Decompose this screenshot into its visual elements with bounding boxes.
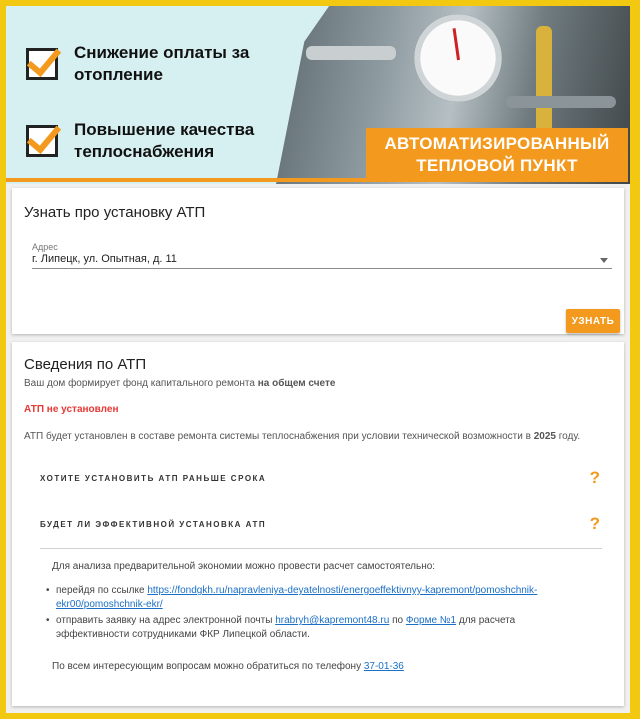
accent-line <box>6 178 386 182</box>
fund-bold: на общем счете <box>257 378 336 389</box>
bullet-text: перейдя по ссылке <box>56 585 145 596</box>
bullet-text: эффективности сотрудниками ФКР Липецкой области. <box>56 629 310 640</box>
calculator-link-continued[interactable]: ekr00/pomoshchnik-ekr/ <box>56 599 163 610</box>
plan-info <box>24 431 580 442</box>
address-underline <box>32 268 612 269</box>
fund-text: Ваш дом формирует фонд капитального ремонта <box>24 378 255 389</box>
lookup-title: Узнать про установку АТП <box>24 204 206 221</box>
plan-suffix: году. <box>558 431 581 442</box>
question-icon[interactable]: ? <box>589 468 600 487</box>
checkbox-icon <box>26 48 58 80</box>
bullet-text: отправить заявку на адрес электронной почты <box>56 615 273 626</box>
atp-badge <box>366 128 628 182</box>
find-out-button[interactable]: УЗНАТЬ <box>566 309 620 333</box>
bullet-text: по <box>392 615 404 626</box>
list-item <box>56 614 576 642</box>
email-link[interactable]: hrabryh@kapremont48.ru <box>275 615 390 626</box>
benefit-text: отопление <box>74 65 163 84</box>
bullet-text: для расчета <box>458 615 516 626</box>
chevron-down-icon[interactable] <box>600 258 608 263</box>
form-link[interactable]: Форме №1 <box>405 615 457 626</box>
page-frame <box>6 6 630 713</box>
benefit-text: теплоснабжения <box>74 142 215 161</box>
fund-info <box>24 378 335 389</box>
plan-year: 2025 <box>533 431 556 442</box>
plan-text: АТП будет установлен в составе ремонта системы теплоснабжения при условии технической возможности в <box>24 431 531 442</box>
calculator-link[interactable]: https://fondgkh.ru/napravleniya-deyatelnosti/energoeffektivnyy-kapremont/pomoshchnik- <box>147 585 538 596</box>
question-icon[interactable]: ? <box>589 514 600 533</box>
accordion-divider <box>40 548 602 549</box>
benefit-text: Снижение оплаты за <box>74 43 250 62</box>
pipe-graphic <box>306 46 396 60</box>
phone-link[interactable]: 37-01-36 <box>363 661 404 672</box>
benefit-item-quality <box>26 119 274 163</box>
badge-line: АВТОМАТИЗИРОВАННЫЙ <box>384 134 610 153</box>
pipe-graphic <box>506 96 616 108</box>
accordion-early-install[interactable] <box>40 468 600 492</box>
pipe-graphic <box>536 26 552 136</box>
accordion-efficiency[interactable] <box>40 514 600 538</box>
checkbox-icon <box>26 125 58 157</box>
address-select[interactable]: г. Липецк, ул. Опытная, д. 11 <box>32 253 177 265</box>
badge-line: ТЕПЛОВОЙ ПУНКТ <box>416 156 578 175</box>
benefit-item-heating <box>26 42 274 86</box>
accordion-title: БУДЕТ ЛИ ЭФФЕКТИВНОЙ УСТАНОВКА АТП <box>40 520 267 529</box>
info-title: Сведения по АТП <box>24 356 147 373</box>
phone-info <box>52 660 404 674</box>
status-badge: АТП не установлен <box>24 404 119 415</box>
accordion-title: ХОТИТЕ УСТАНОВИТЬ АТП РАНЬШЕ СРОКА <box>40 474 267 483</box>
panel-intro: Для анализа предварительной экономии можно провести расчет самостоятельно: <box>52 561 436 572</box>
atp-info-card <box>12 342 624 706</box>
benefit-text: Повышение качества <box>74 120 255 139</box>
phone-text: По всем интересующим вопросам можно обратиться по телефону <box>52 661 362 672</box>
promo-banner <box>6 6 630 184</box>
list-item <box>56 584 576 612</box>
address-label: Адрес <box>32 242 58 252</box>
lookup-card <box>12 188 624 334</box>
